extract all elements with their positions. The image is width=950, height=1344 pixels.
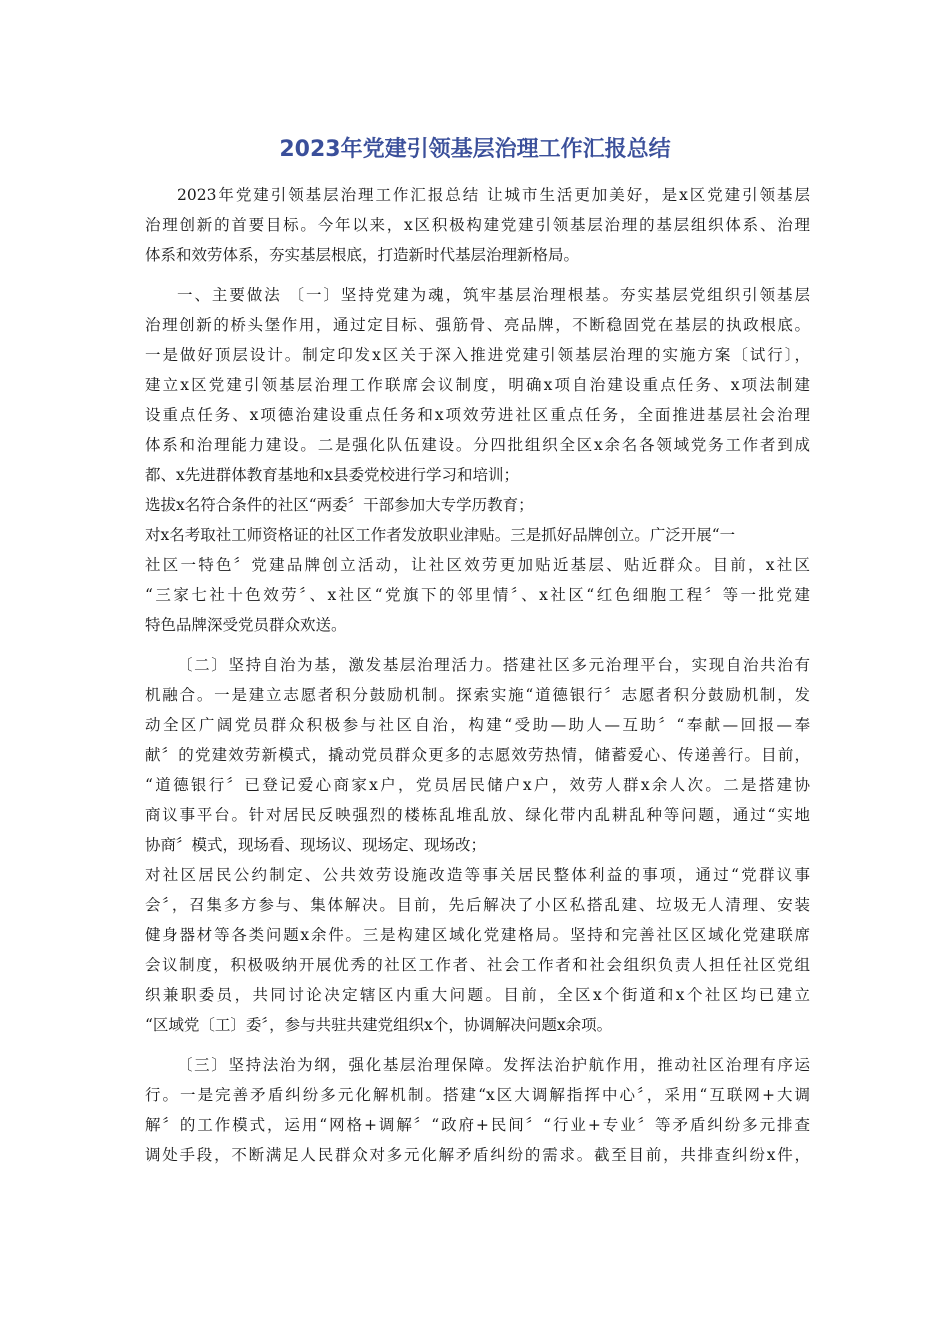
text-line: 对社区居民公约制定、公共效劳设施改造等事关居民整体利益的事项，通过“党群议事 [145,866,810,884]
text-line: 献〞的党建效劳新模式，撬动党员群众更多的志愿效劳热情，储蓄爱心、传递善行。目前， [145,746,810,764]
text-line: 动全区广阔党员群众积极参与社区自治，构建“受助—助人—互助〞“奉献—回报—奉 [145,716,810,734]
text-line: 〔三〕坚持法治为纲，强化基层治理保障。发挥法治护航作用，推动社区治理有序运 [177,1056,810,1074]
text-line: 建立x区党建引领基层治理工作联席会议制度，明确x项自治建设重点任务、x项法制建 [145,376,810,394]
text-line: 社区一特色〞党建品牌创立活动，让社区效劳更加贴近基层、贴近群众。目前，x社区 [145,556,810,574]
text-line: 治理创新的首要目标。今年以来，x区积极构建党建引领基层治理的基层组织体系、治理 [145,216,810,234]
text-line: “道德银行〞已登记爱心商家x户，党员居民储户x户，效劳人群x余人次。二是搭建协 [145,776,810,794]
text-line: 选拔x名符合条件的社区“两委〞干部参加大专学历教育； [145,496,534,514]
text-line: 一、主要做法 〔一〕坚持党建为魂，筑牢基层治理根基。夯实基层党组织引领基层 [177,286,810,304]
text-line: 协商〞模式，现场看、现场议、现场定、现场改； [145,836,487,854]
text-line: 调处手段，不断满足人民群众对多元化解矛盾纠纷的需求。截至目前，共排查纠纷x件， [145,1146,810,1164]
text-line: 〔二〕坚持自治为基，激发基层治理活力。搭建社区多元治理平台，实现自治共治有 [177,656,810,674]
text-line: 商议事平台。针对居民反映强烈的楼栋乱堆乱放、绿化带内乱耕乱种等问题，通过“实地 [145,806,810,824]
text-line: 都、x先进群体教育基地和x县委党校进行学习和培训； [145,466,519,484]
paragraph [145,280,810,640]
text-line: 健身器材等各类问题x余件。三是构建区域化党建格局。坚持和完善社区区域化党建联席 [145,926,810,944]
paragraph [145,180,810,270]
text-line: 会议制度，积极吸纳开展优秀的社区工作者、社会工作者和社会组织负责人担任社区党组 [145,956,810,974]
document-title: 2023年党建引领基层治理工作汇报总结 [279,137,671,162]
text-line: 织兼职委员，共同讨论决定辖区内重大问题。目前，全区x个街道和x个社区均已建立 [145,986,810,1004]
text-line: “三家七社十色效劳〞、x社区“党旗下的邻里情〞、x社区“红色细胞工程〞等一批党建 [145,586,810,604]
text-line: 行。一是完善矛盾纠纷多元化解机制。搭建“x区大调解指挥中心〞，采用“互联网+大调 [145,1086,810,1104]
document-body [145,180,810,1180]
text-line: 体系和治理能力建设。二是强化队伍建设。分四批组织全区x余名各领域党务工作者到成 [145,436,810,454]
text-line: 机融合。一是建立志愿者积分鼓励机制。探索实施“道德银行〞志愿者积分鼓励机制，发 [145,686,810,704]
text-line: 设重点任务、x项德治建设重点任务和x项效劳进社区重点任务，全面推进基层社会治理 [145,406,810,424]
text-line: 对x名考取社工师资格证的社区工作者发放职业津贴。三是抓好品牌创立。广泛开展“一 [145,526,736,544]
text-line: 解〞的工作模式，运用“网格+调解〞“政府+民间〞“行业+专业〞等矛盾纠纷多元排查 [145,1116,810,1134]
paragraph [145,1050,810,1170]
text-line: “区域党〔工〕委〞，参与共驻共建党组织x个，协调解决问题x余项。 [145,1016,613,1034]
paragraph [145,650,810,1040]
text-line: 体系和效劳体系，夯实基层根底，打造新时代基层治理新格局。 [145,246,580,264]
text-line: 治理创新的桥头堡作用，通过定目标、强筋骨、亮品牌，不断稳固党在基层的执政根底。 [145,316,810,334]
text-line: 特色品牌深受党员群众欢送。 [145,616,347,634]
text-line: 2023年党建引领基层治理工作汇报总结 让城市生活更加美好，是x区党建引领基层 [177,186,810,204]
text-line: 一是做好顶层设计。制定印发x区关于深入推进党建引领基层治理的实施方案〔试行〕， [145,346,810,364]
text-line: 会〞，召集多方参与、集体解决。目前，先后解决了小区私搭乱建、垃圾无人清理、安装 [145,896,810,914]
